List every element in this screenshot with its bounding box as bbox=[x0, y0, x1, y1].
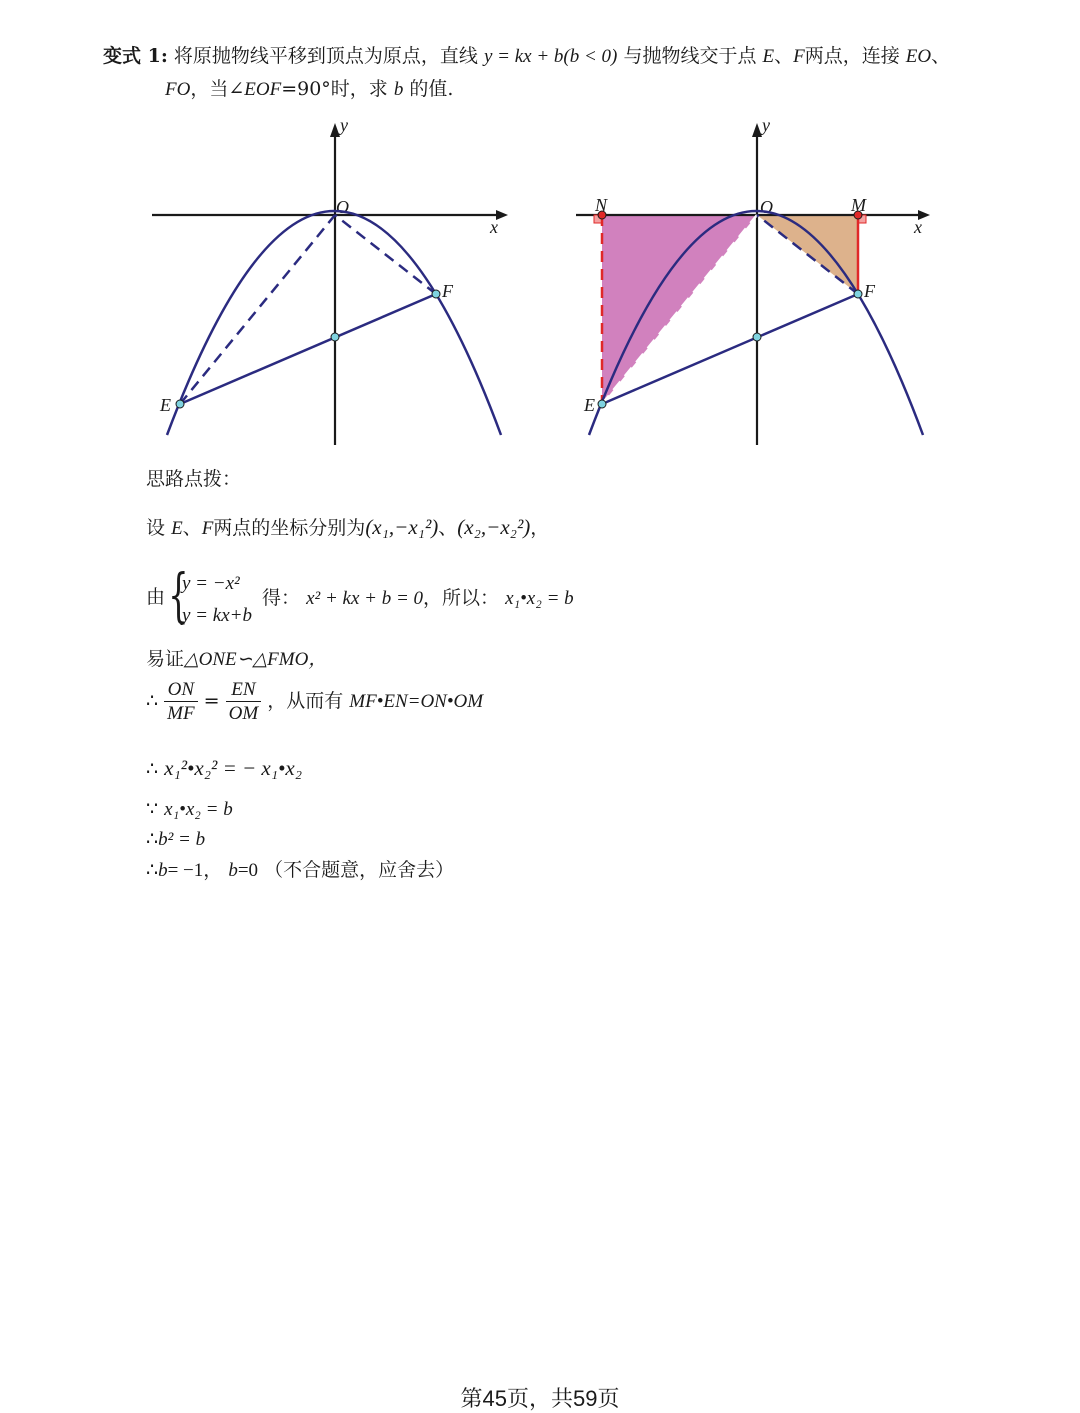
page-footer: 第45页，共59页 bbox=[460, 1386, 620, 1411]
label-e: E bbox=[160, 395, 171, 415]
label-n: N bbox=[595, 195, 608, 215]
coord-e: (x₁,−x₁²) bbox=[365, 515, 439, 539]
fraction-en-om: $\frac{EN}{OM}$ bbox=[226, 680, 262, 723]
point-intercept bbox=[331, 333, 339, 341]
step-eq5: ∴b² = b bbox=[146, 828, 206, 850]
similar-triangles: △ONE∽△FMO， bbox=[184, 649, 328, 670]
step-eq3: ∴ x₁²•x₂² = − x₁•x₂ bbox=[146, 756, 303, 780]
variant-label: 变式 1: bbox=[103, 45, 168, 67]
x-label: x bbox=[490, 217, 498, 237]
quadratic-eq: x² + kx + b = 0 bbox=[306, 588, 424, 609]
point-e bbox=[598, 400, 606, 408]
point-f bbox=[854, 290, 862, 298]
problem-text: 与抛物线交于点 bbox=[623, 45, 757, 67]
label-e: E bbox=[584, 395, 595, 415]
coord-f: (x₂,−x₂²) bbox=[457, 515, 531, 539]
solution-line-1: 设 E、F两点的坐标分别为(x₁,−x₁²)、(x₂,−x₂²)， bbox=[146, 515, 550, 539]
problem-text: 将原抛物线平移到顶点为原点，直线 bbox=[173, 45, 478, 67]
solution-heading: 思路点拨： bbox=[146, 468, 242, 490]
product-equation: MF•EN=ON•OM bbox=[349, 691, 484, 712]
segment-fo bbox=[335, 215, 436, 294]
system-eq-2: y = kx+b bbox=[182, 605, 252, 626]
figure-left bbox=[140, 115, 520, 455]
product-roots: x₁•x₂ = b bbox=[505, 588, 574, 609]
similar-line: 易证△ONE∽△FMO， bbox=[146, 648, 328, 670]
ratio-line: ∴ $\frac{ON}{MF}$ = $\frac{EN}{OM}$ ，从而有 MF•EN=ON•OM bbox=[146, 679, 484, 724]
segment-eo bbox=[180, 215, 335, 404]
line-ef bbox=[180, 294, 436, 404]
label-f: F bbox=[864, 281, 875, 301]
y-axis-arrow bbox=[330, 123, 340, 137]
point-intercept bbox=[753, 333, 761, 341]
system-eq-1: y = −x² bbox=[182, 573, 240, 594]
problem-line-2: FO，当∠EOF=90°时，求 b 的值. bbox=[165, 78, 454, 100]
origin-label: O bbox=[760, 197, 773, 217]
line-equation: y = kx + b(b < 0) bbox=[483, 46, 618, 67]
step-eq6: ∴b= −1， b=0 （不合题意，应舍去） bbox=[146, 859, 455, 881]
x-label: x bbox=[914, 217, 922, 237]
origin-label: O bbox=[336, 197, 349, 217]
y-label: y bbox=[340, 115, 348, 135]
fraction-on-mf: $\frac{ON}{MF}$ bbox=[164, 680, 197, 723]
figure-right bbox=[562, 115, 942, 455]
label-m: M bbox=[851, 195, 866, 215]
problem-line-1: 变式 1: 将原抛物线平移到顶点为原点，直线 y = kx + b(b < 0) 与抛物线交于点 E、F两点，连接 EO、 bbox=[103, 45, 951, 67]
point-e bbox=[176, 400, 184, 408]
label-f: F bbox=[442, 281, 453, 301]
point-f bbox=[432, 290, 440, 298]
system-brace: { bbox=[168, 561, 189, 629]
y-axis-arrow bbox=[752, 123, 762, 137]
from-label: 由 bbox=[146, 586, 166, 608]
y-label: y bbox=[762, 115, 770, 135]
step-eq4: ∵ x₁•x₂ = b bbox=[146, 798, 233, 820]
system-result: 得： x² + kx + b = 0，所以： x₁•x₂ = b bbox=[262, 587, 574, 609]
discard-note: （不合题意，应舍去） bbox=[264, 859, 455, 881]
